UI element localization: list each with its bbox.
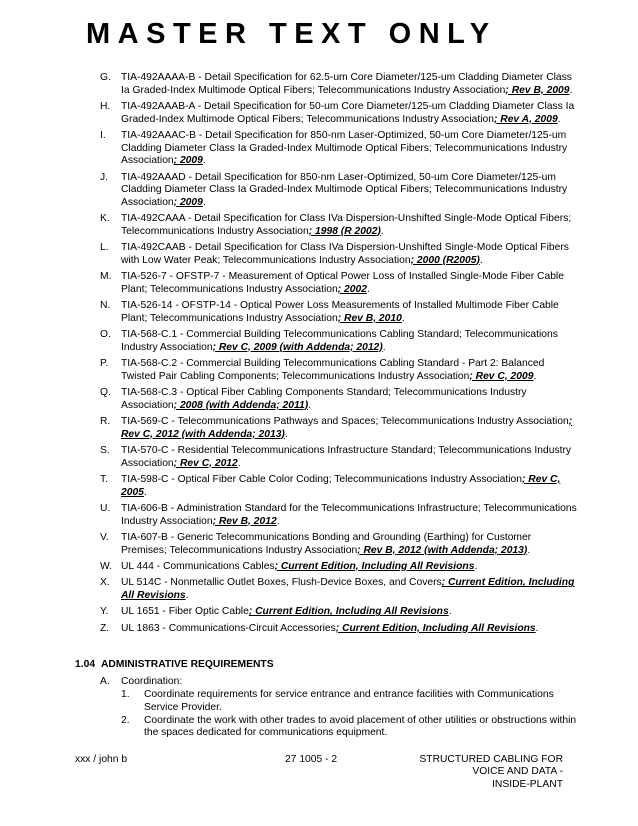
reference-end: .: [284, 428, 288, 440]
reference-text: TIA-607-B - Generic Telecommunications Bonding and Grounding (Earthing) for Customer Premises; Telecommunications Industry Association: [121, 531, 532, 556]
reference-letter: V.: [100, 531, 109, 543]
reference-edition: ; Rev A, 2009: [493, 113, 558, 125]
reference-item: [0, 130, 638, 168]
subsection-coordination: [100, 676, 182, 689]
reference-text: TIA-570-C - Residential Telecommunications Infrastructure Standard; Telecommunications Industry Association: [121, 445, 572, 469]
footer-page-number: 27 1005 - 2: [285, 754, 338, 765]
reference-list: [0, 72, 638, 639]
reference-text: UL 1863 - Communications-Circuit Accessories: [121, 622, 336, 634]
reference-text: TIA-492CAAB - Detail Specification for Class IVa Dispersion-Unshifted Single-Mode Optical Fibers with Low Water Peak; Telecommunications Industry Association: [121, 242, 569, 266]
footer-title-line: VOICE AND DATA -: [472, 766, 563, 778]
reference-text: TIA-492AAAD - Detail Specification for 850-nm Laser-Optimized, 50-um Core Diameter/125-um Cladding Diameter Class Ia Graded-Index Multimode Optical Fibers; Telecommunications Industry Association: [121, 171, 568, 208]
footer-section-title: [393, 754, 563, 791]
item-number: 1.: [121, 689, 130, 700]
reference-letter: T.: [100, 473, 109, 485]
reference-item: [0, 101, 638, 126]
reference-end: .: [535, 622, 539, 634]
reference-text: UL 444 - Communications Cables: [121, 560, 275, 572]
numbered-list: [0, 689, 638, 741]
reference-letter: K.: [100, 213, 110, 225]
reference-letter: Z.: [100, 622, 110, 634]
reference-edition: ; 2000 (R2005): [410, 254, 480, 266]
reference-text: TIA-492AAAA-B - Detail Specification for 62.5-um Core Diameter/125-um Cladding Diameter Class Ia Graded-Index Multimode Optical Fibers; Telecommunications Industry Association: [121, 72, 572, 96]
reference-edition: ; Current Edition, Including All Revisions: [121, 577, 575, 601]
reference-item: [0, 172, 638, 210]
reference-text: TIA-606-B - Administration Standard for the Telecommunications Infrastructure; Telecommunications Industry Association: [121, 502, 577, 527]
reference-end: .: [533, 370, 537, 382]
footer-title-line: STRUCTURED CABLING FOR: [419, 754, 563, 765]
reference-edition: ; Rev C, 2005: [121, 473, 561, 498]
reference-text: TIA-568-C.3 - Optical Fiber Cabling Components Standard; Telecommunications Industry Association: [121, 387, 527, 411]
reference-item: [0, 532, 638, 557]
reference-letter: S.: [100, 445, 110, 456]
reference-end: .: [527, 544, 531, 556]
reference-item: [0, 72, 638, 97]
page-title: MASTER TEXT ONLY: [86, 18, 497, 50]
reference-letter: O.: [100, 329, 111, 341]
reference-item: [0, 213, 638, 238]
reference-end: .: [479, 254, 483, 266]
reference-edition: ; Rev C, 2009: [469, 370, 534, 382]
footer-title-line: INSIDE-PLANT: [492, 778, 563, 790]
reference-letter: U.: [100, 502, 111, 514]
reference-item: [0, 606, 638, 619]
reference-edition: ; Rev B, 2012: [212, 515, 277, 527]
reference-item: [0, 474, 638, 499]
reference-edition: ; Current Edition, Including All Revisions: [248, 606, 449, 618]
reference-letter: H.: [100, 100, 111, 112]
reference-item: [0, 242, 638, 267]
section-number: 1.04: [75, 659, 96, 670]
reference-item: [0, 329, 638, 354]
reference-end: .: [143, 486, 147, 498]
reference-end: .: [401, 312, 405, 324]
reference-end: .: [448, 606, 452, 618]
reference-text: UL 514C - Nonmetallic Outlet Boxes, Flush-Device Boxes, and Covers: [121, 577, 442, 589]
reference-text: TIA-526-14 - OFSTP-14 - Optical Power Loss Measurements of Installed Multimode Fiber Cable Plant; Telecommunications Industry Association: [121, 300, 559, 324]
reference-edition: ; 2008 (with Addenda; 2011): [173, 399, 309, 411]
reference-letter: J.: [100, 171, 109, 183]
reference-end: .: [380, 225, 384, 237]
reference-text: TIA-568-C.2 - Commercial Building Telecommunications Cabling Standard - Part 2: Balanced Twisted Pair Cabling Components; Telecommunications Industry Association: [121, 358, 545, 382]
reference-letter: P.: [100, 358, 109, 370]
reference-item: [0, 503, 638, 528]
reference-letter: I.: [100, 129, 106, 141]
reference-edition: ; 2009: [173, 155, 203, 167]
section-title: ADMINISTRATIVE REQUIREMENTS: [101, 659, 274, 670]
subsection-letter: A.: [100, 676, 110, 687]
reference-edition: ; Rev C, 2009 (with Addenda; 2012): [212, 341, 383, 353]
reference-text: TIA-568-C.1 - Commercial Building Telecommunications Cabling Standard; Telecommunications Industry Association: [121, 329, 558, 353]
item-text: Coordinate the work with other trades to avoid placement of other utilities or obstructions within the spaces dedicated for communications equipment.: [144, 714, 577, 739]
reference-edition: ; Rev B, 2012 (with Addenda; 2013): [357, 544, 528, 556]
reference-letter: L.: [100, 242, 109, 254]
reference-item: [0, 300, 638, 325]
reference-letter: W.: [100, 560, 113, 572]
item-text: Coordinate requirements for service entrance and entrance facilities with Communications Service Provider.: [144, 689, 554, 713]
reference-end: .: [557, 113, 561, 125]
reference-text: TIA-598-C - Optical Fiber Cable Color Coding; Telecommunications Industry Association: [121, 473, 522, 485]
reference-edition: ; Current Edition, Including All Revisions: [335, 622, 536, 634]
reference-item: [0, 416, 638, 441]
reference-end: .: [237, 457, 241, 469]
reference-letter: R.: [100, 416, 111, 428]
reference-letter: Q.: [100, 387, 111, 399]
subsection-text: Coordination:: [121, 676, 183, 687]
reference-item: [0, 445, 638, 470]
reference-text: TIA-569-C - Telecommunications Pathways and Spaces; Telecommunications Industry Association: [121, 416, 569, 428]
reference-edition: ; Rev C, 2012 (with Addenda; 2013): [121, 416, 573, 440]
reference-edition: ; Rev C, 2012: [173, 457, 238, 469]
reference-end: .: [202, 155, 206, 167]
reference-letter: X.: [100, 577, 110, 589]
reference-letter: N.: [100, 300, 111, 312]
reference-item: [0, 387, 638, 412]
reference-end: .: [308, 399, 311, 411]
reference-letter: M.: [100, 271, 112, 283]
item-number: 2.: [121, 714, 130, 726]
reference-text: TIA-492AAAC-B - Detail Specification for 850-nm Laser-Optimized, 50-um Core Diameter/125-um Cladding Diameter Class Ia Graded-Index Multimode Optical Fibers; Telecommunications Industry Association: [121, 129, 568, 167]
section-heading: [75, 659, 274, 670]
reference-end: .: [366, 283, 370, 295]
reference-end: .: [474, 560, 478, 572]
numbered-item: [0, 715, 638, 740]
reference-edition: ; Current Edition, Including All Revisions: [274, 560, 475, 572]
numbered-item: [0, 689, 638, 714]
reference-text: UL 1651 - Fiber Optic Cable: [121, 606, 249, 618]
reference-edition: ; 2009: [173, 196, 203, 208]
reference-end: .: [382, 341, 386, 353]
reference-end: .: [185, 589, 189, 601]
reference-edition: ; Rev B, 2010: [337, 312, 402, 324]
footer-author: xxx / john b: [75, 754, 128, 765]
reference-edition: ; 1998 (R 2002): [308, 225, 381, 237]
reference-letter: Y.: [100, 606, 109, 618]
reference-end: .: [276, 515, 280, 527]
reference-edition: ; Rev B, 2009: [505, 84, 570, 96]
reference-end: .: [202, 196, 206, 208]
reference-end: .: [569, 84, 573, 96]
reference-item: [0, 271, 638, 296]
reference-text: TIA-492AAAB-A - Detail Specification for 50-um Core Diameter/125-um Cladding Diameter Class Ia Graded-Index Multimode Optical Fibers; Telecommunications Industry Association: [121, 100, 575, 125]
reference-letter: G.: [100, 72, 111, 83]
reference-edition: ; 2002: [337, 283, 367, 295]
reference-item: [0, 561, 638, 574]
reference-text: TIA-526-7 - OFSTP-7 - Measurement of Optical Power Loss of Installed Single-Mode Fiber Cable Plant; Telecommunications Industry Association: [121, 271, 564, 295]
reference-item: [0, 623, 638, 636]
reference-item: [0, 577, 638, 602]
reference-text: TIA-492CAAA - Detail Specification for Class IVa Dispersion-Unshifted Single-Mode Optical Fibers; Telecommunications Industry Association: [121, 213, 572, 237]
reference-item: [0, 358, 638, 383]
